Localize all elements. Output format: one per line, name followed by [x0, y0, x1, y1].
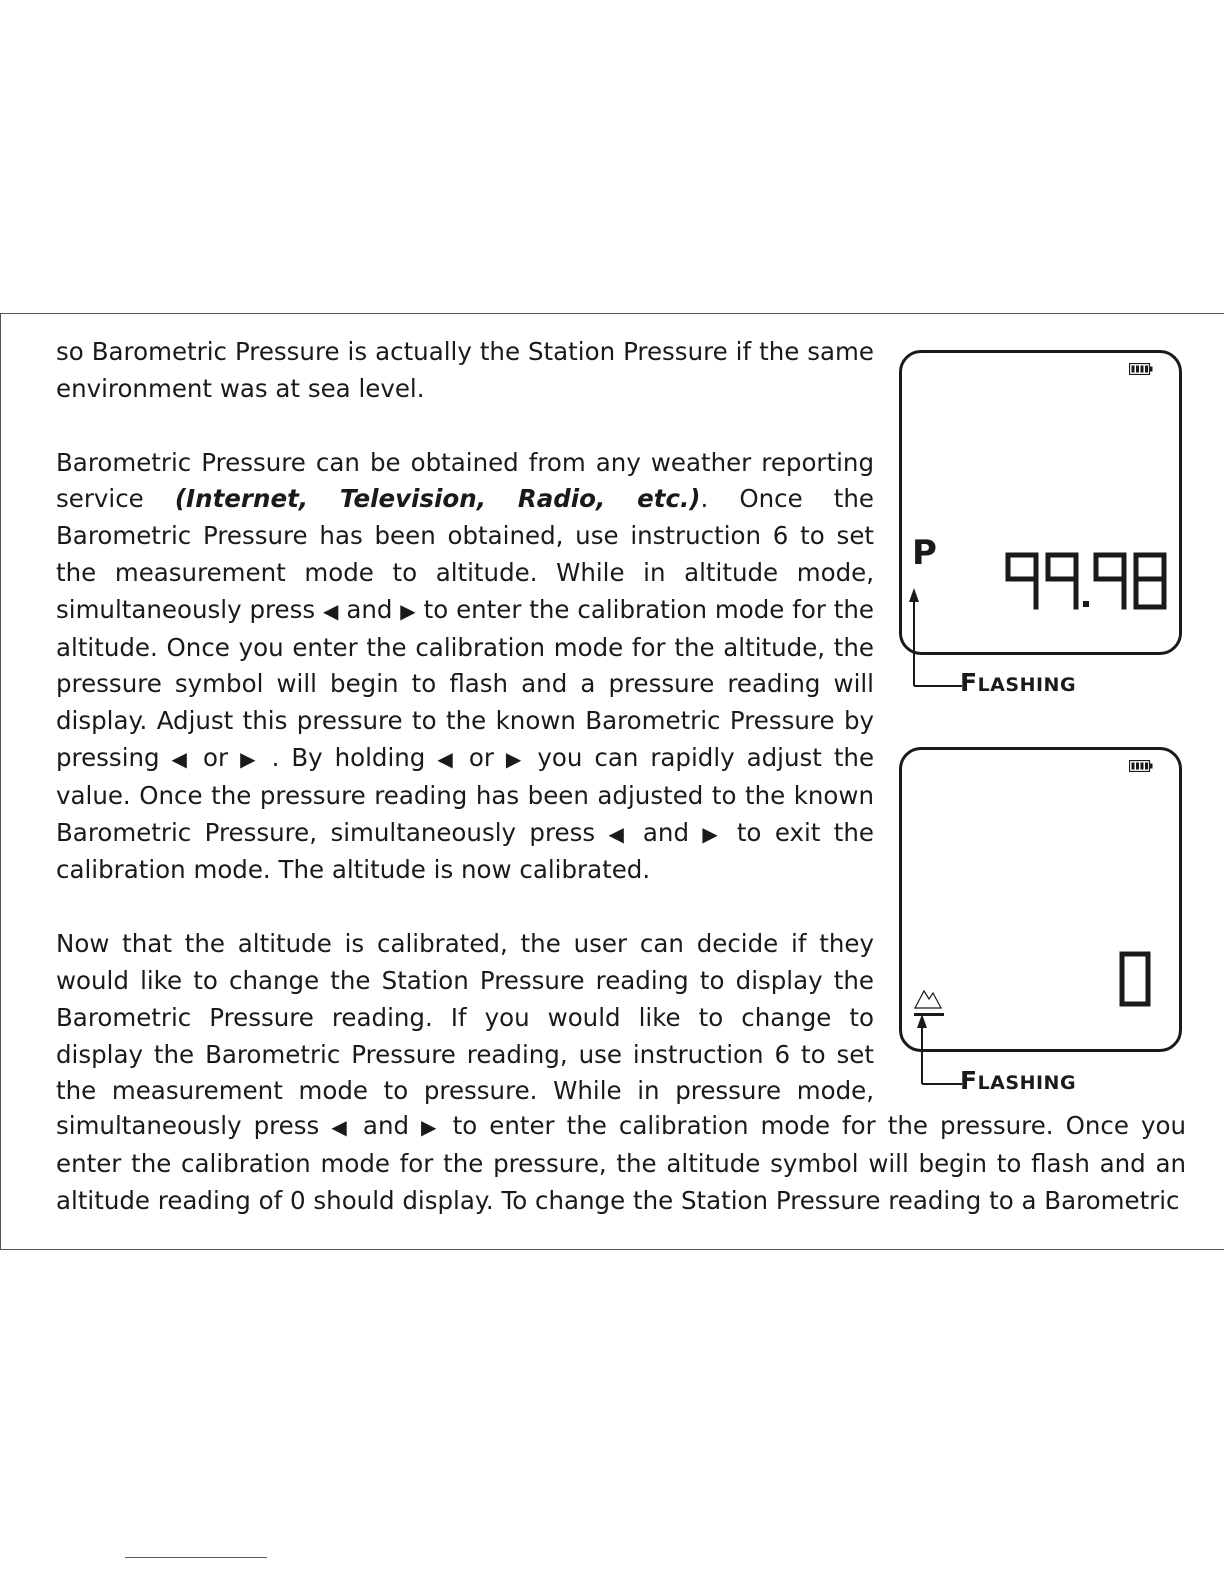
reading-value: 99.98 — [1002, 549, 1005, 550]
left-arrow-icon: ◀ — [437, 746, 457, 771]
label-rest: LASHING — [977, 1072, 1077, 1094]
altitude-reading-display — [1116, 948, 1156, 1010]
and-text: and — [338, 594, 401, 624]
paragraph-3: Now that the altitude is calibrated, the user can decide if they would like to change the Station Pressure reading to display the Barometric Pressure reading. If you would like to change to display the Barometric Pressure reading, use instruction 6 to set the measurement mode to pressure. While in pressure mode, — [56, 929, 874, 1106]
left-arrow-icon: ◀ — [331, 1115, 351, 1139]
battery-icon — [1129, 363, 1153, 375]
p2-text-f: to exit the calibration mode. The altitude is now calibrated. — [56, 817, 874, 885]
and-text: and — [350, 1111, 422, 1140]
arrow-up-icon — [906, 586, 966, 690]
p3-text-b: simultaneously press — [56, 1111, 332, 1140]
right-arrow-icon: ▶ — [400, 598, 416, 623]
flashing-label-1 — [960, 668, 1076, 697]
right-arrow-icon: ▶ — [505, 746, 526, 771]
right-arrow-icon: ▶ — [240, 746, 260, 771]
altitude-reading-value: 0 — [1116, 948, 1117, 949]
p2-text-a: Barometric Pressure can be obtained from any weather reporting service — [56, 447, 874, 514]
or-text: or — [191, 742, 241, 772]
paragraph-2 — [56, 445, 874, 890]
p2-italic: (Internet, Television, Radio, etc.) — [174, 484, 701, 514]
left-arrow-icon: ◀ — [323, 598, 339, 623]
battery-icon — [1129, 760, 1153, 772]
reading-display — [1002, 549, 1172, 613]
right-arrow-icon: ▶ — [421, 1115, 441, 1139]
arrow-up-icon — [914, 1012, 966, 1088]
pressure-symbol: P — [912, 533, 937, 573]
right-arrow-icon: ▶ — [702, 821, 724, 846]
label-cap: F — [960, 1066, 978, 1095]
footer-link-underline — [125, 1557, 267, 1558]
left-arrow-icon: ◀ — [608, 821, 630, 846]
paragraph-3-continued — [56, 1108, 1186, 1219]
label-cap: F — [960, 668, 978, 697]
and-text: and — [629, 817, 703, 847]
or-text: or — [456, 742, 506, 772]
p2-text-b: . Once the Barometric Pressure has been obtained, use instruction 6 to set the measurement mode to altitude. While in altitude mode, simultaneously press — [56, 484, 874, 624]
left-arrow-icon: ◀ — [171, 746, 192, 771]
label-rest: LASHING — [977, 674, 1077, 696]
paragraph-1: so Barometric Pressure is actually the Station Pressure if the same environment was at sea level. — [56, 337, 874, 403]
flashing-label-2 — [960, 1066, 1076, 1095]
p2-text-e: you can rapidly adjust the value. Once the pressure reading has been adjusted to the known Barometric Pressure, simultaneously press — [56, 742, 875, 847]
p2-text-d: . By holding — [259, 742, 438, 772]
p3-text-c: to enter the calibration mode for the pressure. Once you enter the calibration mode for the pressure, the altitude symbol will begin to flash and an altitude reading of 0 should display. To change the Station Pressure reading to a Barometric — [56, 1111, 1186, 1215]
p2-text-c: to enter the calibration mode for the altitude. Once you enter the calibration mode for the altitude, the pressure symbol will begin to flash and a pressure reading will display. Adjust this pressure to the known Barometric Pressure by pressing — [56, 594, 874, 772]
lcd-display-altitude — [899, 747, 1182, 1052]
main-text — [56, 334, 874, 1110]
